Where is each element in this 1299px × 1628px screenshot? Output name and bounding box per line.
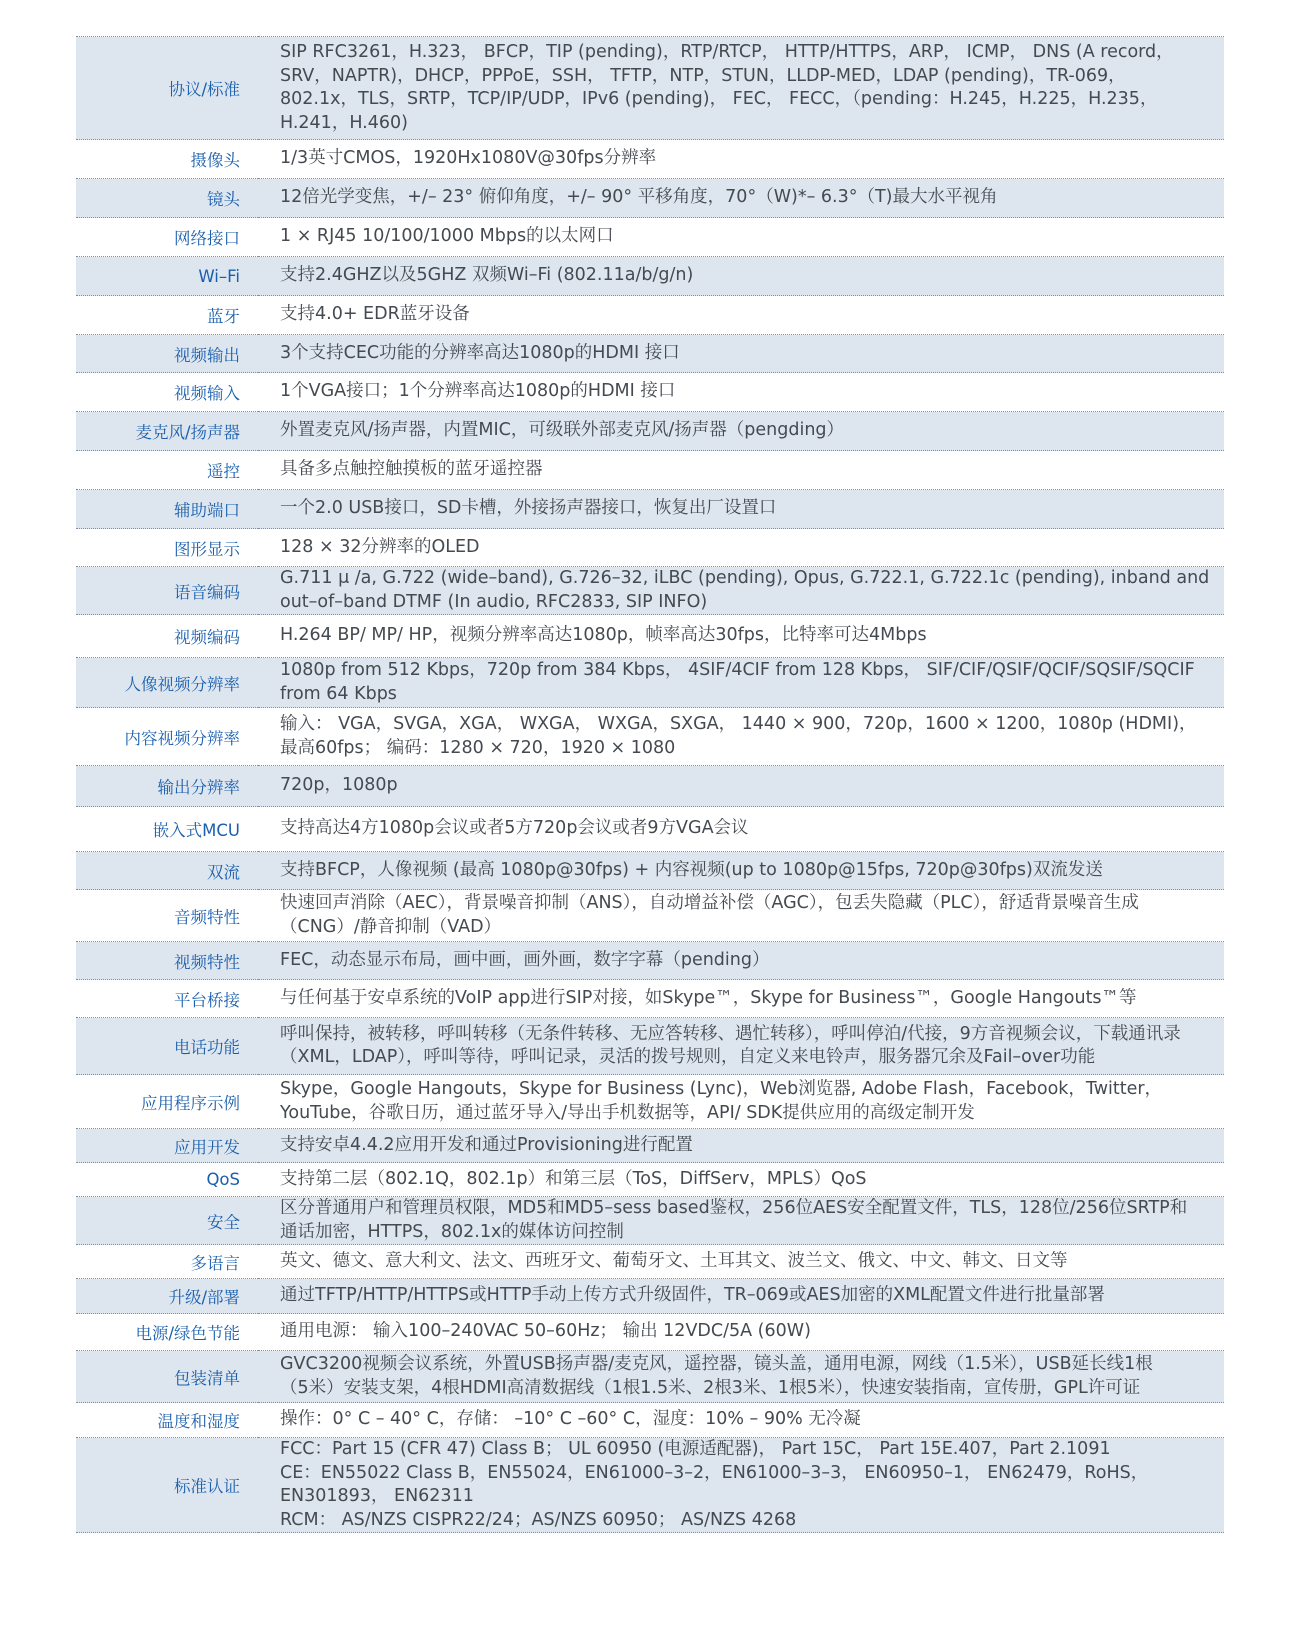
spec-value-line: （XML，LDAP），呼叫等待，呼叫记录，灵活的拨号规则，自定义来电铃声，服务器冗余及Fail–over功能: [280, 1047, 1096, 1067]
spec-value: [258, 1351, 1224, 1403]
spec-value-line: 支持4.0+ EDR蓝牙设备: [280, 304, 470, 325]
spec-label: 音频特性: [174, 907, 240, 927]
spec-row: [76, 766, 1224, 807]
spec-row: [76, 1018, 1224, 1075]
spec-value-line: 呼叫保持，被转移，呼叫转移（无条件转移、无应答转移、遇忙转移），呼叫停泊/代接，9方音视频会议，下载通讯录: [280, 1023, 1181, 1044]
spec-row: [76, 890, 1224, 942]
spec-label: 视频输出: [174, 345, 240, 365]
spec-label: 内容视频分辨率: [124, 728, 240, 748]
spec-row: [76, 37, 1224, 140]
spec-label: 网络接口: [174, 229, 240, 248]
spec-value-line: SIP RFC3261，H.323， BFCP，TIP (pending)，RTP/RTCP， HTTP/HTTPS，ARP， ICMP， DNS (A record，: [280, 42, 1174, 62]
spec-label: 多语言: [190, 1253, 240, 1273]
spec-row: [76, 1163, 1224, 1197]
spec-value: [258, 490, 1224, 529]
spec-label: 包装清单: [174, 1368, 240, 1388]
spec-row: [76, 1279, 1224, 1314]
spec-value-line: 操作：0° C – 40° C，存储： –10° C –60° C，湿度：10% – 90% 无冷凝: [280, 1409, 861, 1430]
spec-value-line: GVC3200视频会议系统，外置USB扬声器/麦克风，遥控器，镜头盖，通用电源，网线（1.5米），USB延长线1根: [280, 1354, 1153, 1374]
spec-value: [258, 852, 1224, 890]
spec-value-line: 802.1x，TLS，SRTP，TCP/IP/UDP，IPv6 (pending)， FEC， FECC，（pending：H.245，H.225，H.235，: [280, 89, 1158, 109]
spec-value-line: 720p，1080p: [280, 775, 398, 796]
spec-row: [76, 373, 1224, 412]
spec-row: [76, 1403, 1224, 1438]
spec-label: 视频编码: [174, 628, 240, 647]
spec-value: [258, 257, 1224, 296]
spec-row: [76, 412, 1224, 451]
spec-value: [258, 1314, 1224, 1351]
spec-value: [258, 1403, 1224, 1438]
spec-label: 摄像头: [190, 151, 240, 170]
spec-value: [258, 708, 1224, 766]
spec-label: 辅助端口: [174, 501, 240, 520]
spec-label: 升级/部署: [168, 1288, 240, 1307]
spec-value-line: 快速回声消除（AEC），背景噪音抑制（ANS），自动增益补偿（AGC），包丢失隐藏（PLC），舒适背景噪音生成: [280, 893, 1139, 913]
spec-value-line: G.711 μ /a, G.722 (wide–band), G.726–32, iLBC (pending), Opus, G.722.1, G.722.1c (pending), inband and: [280, 568, 1210, 588]
spec-value: [258, 615, 1224, 658]
spec-value-line: 输入： VGA，SVGA，XGA， WXGA， WXGA，SXGA， 1440 × 900，720p，1600 × 1200，1080p (HDMI)，: [280, 714, 1197, 734]
spec-value-line: from 64 Kbps: [280, 683, 397, 704]
spec-value: [258, 890, 1224, 942]
spec-value-line: （5米）安装支架，4根HDMI高清数据线（1根1.5米、2根3米、1根5米），快速安装指南，宣传册，GPL许可证: [280, 1377, 1141, 1398]
spec-label: 视频输入: [174, 384, 240, 403]
spec-value: [258, 942, 1224, 980]
spec-row: [76, 1245, 1224, 1279]
spec-row: [76, 1351, 1224, 1403]
spec-label: 遥控: [207, 462, 240, 481]
spec-value: [258, 1129, 1224, 1163]
spec-value-line: 区分普通用户和管理员权限，MD5和MD5–sess based鉴权，256位AES安全配置文件，TLS，128位/256位SRTP和: [280, 1198, 1188, 1218]
spec-value-line: 通话加密，HTTPS，802.1x的媒体访问控制: [280, 1221, 624, 1242]
spec-value-line: FCC：Part 15 (CFR 47) Class B； UL 60950 (电源适配器)， Part 15C， Part 15E.407，Part 2.1091: [280, 1439, 1111, 1459]
spec-label: 麦克风/扬声器: [135, 423, 240, 442]
spec-row: [76, 1075, 1224, 1129]
spec-label: 温度和湿度: [157, 1412, 240, 1431]
spec-row: [76, 1129, 1224, 1163]
spec-value: [258, 37, 1224, 140]
spec-value-line: 支持高达4方1080p会议或者5方720p会议或者9方VGA会议: [280, 818, 749, 839]
spec-row: [76, 942, 1224, 980]
spec-value-line: RCM： AS/NZS CISPR22/24；AS/NZS 60950； AS/NZS 4268: [280, 1509, 797, 1530]
spec-value: [258, 658, 1224, 708]
spec-row: [76, 140, 1224, 179]
spec-label: 电话功能: [174, 1038, 240, 1057]
spec-row: [76, 852, 1224, 890]
spec-value-line: 通过TFTP/HTTP/HTTPS或HTTP手动上传方式升级固件，TR–069或AES加密的XML配置文件进行批量部署: [280, 1285, 1105, 1306]
spec-value: [258, 140, 1224, 179]
spec-label: 安全: [207, 1212, 240, 1232]
spec-value-line: out–of–band DTMF (In audio, RFC2833, SIP INFO): [280, 591, 708, 612]
spec-value: [258, 412, 1224, 451]
spec-label: 平台桥接: [174, 990, 240, 1010]
spec-value-line: 1个VGA接口；1个分辨率高达1080p的HDMI 接口: [280, 381, 676, 402]
spec-value-line: EN301893， EN62311: [280, 1486, 474, 1506]
spec-value-line: H.264 BP/ MP/ HP，视频分辨率高达1080p，帧率高达30fps，比特率可达4Mbps: [280, 625, 927, 646]
spec-table-body: [76, 37, 1224, 1533]
spec-row: [76, 1438, 1224, 1533]
spec-label: 应用程序示例: [141, 1093, 240, 1113]
spec-value-line: 英文、德文、意大利文、法文、西班牙文、葡萄牙文、土耳其文、波兰文、俄文、中文、韩文、日文等: [280, 1250, 1068, 1271]
spec-value-line: 最高60fps； 编码：1280 × 720，1920 × 1080: [280, 737, 676, 758]
spec-row: [76, 1314, 1224, 1351]
spec-value: [258, 1018, 1224, 1075]
spec-row: [76, 179, 1224, 218]
spec-value: [258, 766, 1224, 807]
spec-value: [258, 807, 1224, 852]
spec-value-line: 支持2.4GHZ以及5GHZ 双频Wi–Fi (802.11a/b/g/n): [280, 265, 694, 286]
spec-value-line: YouTube，谷歌日历，通过蓝牙导入/导出手机数据等，API/ SDK提供应用的高级定制开发: [280, 1102, 975, 1123]
spec-label: 双流: [207, 862, 240, 882]
spec-value-line: 通用电源： 输入100–240VAC 50–60Hz； 输出 12VDC/5A (60W): [280, 1321, 811, 1342]
spec-value: [258, 1245, 1224, 1279]
spec-value-line: SRV，NAPTR)，DHCP，PPPoE，SSH， TFTP，NTP，STUN，LLDP-MED，LDAP (pending)，TR-069，: [280, 65, 1126, 86]
spec-value-line: 具备多点触控触摸板的蓝牙遥控器: [280, 459, 543, 480]
spec-label: 视频特性: [174, 952, 240, 972]
spec-value-line: 1/3英寸CMOS，1920Hx1080V@30fps分辨率: [280, 148, 657, 169]
spec-value-line: Skype，Google Hangouts，Skype for Business (Lync)，Web浏览器, Adobe Flash，Facebook，Twitter，: [280, 1079, 1163, 1099]
spec-value: [258, 567, 1224, 615]
spec-row: [76, 335, 1224, 373]
spec-value: [258, 218, 1224, 257]
spec-value: [258, 1075, 1224, 1129]
spec-value-line: 1080p from 512 Kbps，720p from 384 Kbps， 4SIF/4CIF from 128 Kbps， SIF/CIF/QSIF/QCIF/SQSIF/SQCIF: [280, 660, 1195, 680]
spec-value: [258, 373, 1224, 412]
spec-value: [258, 1163, 1224, 1197]
spec-value: [258, 1279, 1224, 1314]
spec-row: [76, 1197, 1224, 1245]
spec-label: 标准认证: [174, 1477, 240, 1496]
spec-label: 嵌入式MCU: [152, 821, 240, 840]
spec-value-line: 12倍光学变焦，+/– 23° 俯仰角度，+/– 90° 平移角度，70°（W)*– 6.3°（T)最大水平视角: [280, 187, 998, 208]
spec-value-line: 128 × 32分辨率的OLED: [280, 536, 480, 557]
spec-value-line: H.241，H.460): [280, 112, 408, 133]
spec-table: [76, 36, 1224, 1533]
spec-label: 语音编码: [174, 582, 240, 602]
spec-value-line: CE：EN55022 Class B，EN55024，EN61000–3–2，EN61000–3–3， EN60950–1， EN62479，RoHS，: [280, 1462, 1149, 1483]
spec-value-line: FEC，动态显示布局，画中画，画外画，数字字幕（pending）: [280, 949, 770, 970]
spec-value: [258, 296, 1224, 335]
spec-row: [76, 529, 1224, 567]
spec-label: 输出分辨率: [157, 778, 240, 797]
spec-value-line: 支持第二层（802.1Q，802.1p）和第三层（ToS，DiffServ，MPLS）QoS: [280, 1168, 867, 1189]
spec-value: [258, 980, 1224, 1018]
spec-value: [258, 179, 1224, 218]
spec-row: [76, 615, 1224, 658]
spec-label: QoS: [206, 1170, 240, 1189]
spec-label: 电源/绿色节能: [135, 1324, 240, 1343]
spec-value: [258, 1197, 1224, 1245]
spec-label: Wi–Fi: [198, 266, 240, 286]
spec-value-line: 外置麦克风/扬声器，内置MIC，可级联外部麦克风/扬声器（pengding）: [280, 420, 845, 441]
spec-label: 蓝牙: [207, 307, 240, 326]
spec-value: [258, 335, 1224, 373]
spec-label: 应用开发: [174, 1137, 240, 1157]
spec-value-line: 一个2.0 USB接口，SD卡槽，外接扬声器接口，恢复出厂设置口: [280, 498, 777, 519]
spec-row: [76, 980, 1224, 1018]
spec-label: 图形显示: [174, 539, 240, 559]
spec-row: [76, 296, 1224, 335]
spec-label: 镜头: [207, 190, 240, 209]
spec-label: 人像视频分辨率: [124, 674, 240, 694]
spec-row: [76, 658, 1224, 708]
spec-row: [76, 567, 1224, 615]
spec-value-line: 与任何基于安卓系统的VoIP app进行SIP对接，如Skype™，Skype for Business™，Google Hangouts™等: [280, 987, 1137, 1008]
spec-value: [258, 1438, 1224, 1533]
spec-value-line: 支持BFCP，人像视频 (最高 1080p@30fps) + 内容视频(up to 1080p@15fps, 720p@30fps)双流发送: [280, 859, 1103, 880]
spec-row: [76, 490, 1224, 529]
spec-row: [76, 807, 1224, 852]
spec-value-line: 支持安卓4.4.2应用开发和通过Provisioning进行配置: [280, 1134, 693, 1155]
spec-value-line: 3个支持CEC功能的分辨率高达1080p的HDMI 接口: [280, 342, 680, 363]
spec-row: [76, 708, 1224, 766]
spec-value: [258, 529, 1224, 567]
spec-value-line: （CNG）/静音抑制（VAD）: [280, 916, 502, 937]
spec-label: 协议/标准: [168, 80, 240, 99]
spec-value: [258, 451, 1224, 490]
spec-row: [76, 451, 1224, 490]
spec-value-line: 1 × RJ45 10/100/1000 Mbps的以太网口: [280, 226, 614, 247]
spec-row: [76, 257, 1224, 296]
spec-row: [76, 218, 1224, 257]
